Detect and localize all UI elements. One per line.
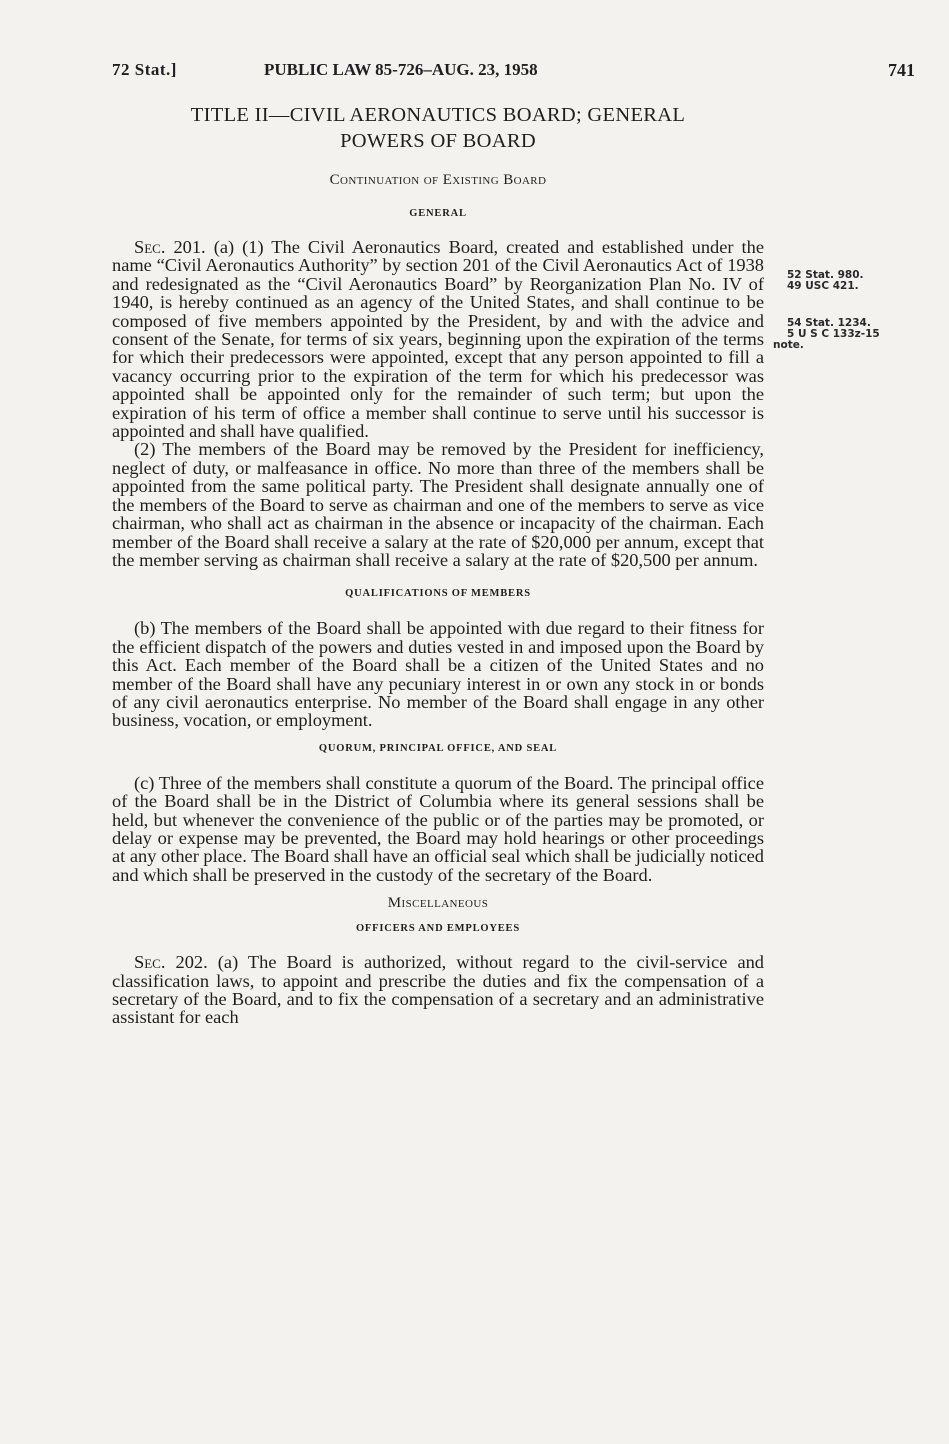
margin-note-citation-1: [787, 270, 864, 292]
section-heading-general: GENERAL: [409, 208, 467, 219]
margin-note-line: note.: [773, 339, 804, 351]
margin-note-citation-2: [773, 317, 880, 351]
body-column: [112, 102, 764, 1027]
section-heading-officers: OFFICERS AND EMPLOYEES: [355, 923, 521, 935]
section-marker: Sec: [134, 952, 161, 973]
section-heading-quorum: QUORUM, PRINCIPAL OFFICE, AND SEAL: [318, 742, 558, 754]
title-heading-line1: TITLE II—CIVIL AERONAUTICS BOARD; GENERAL: [190, 104, 686, 126]
public-law-citation: PUBLIC LAW 85-726–AUG. 23, 1958: [264, 60, 538, 79]
paragraph-sec201-a2: (2) The members of the Board may be removed by the President for inefficiency, neglect of duty, or malfeasance in office. No more than three of the members shall be appointed from the same political party. The President shall designate annually one of the members of the Board to serve as chairman and one of the members to serve as vice chairman, who shall act as chairman in the absence or incapacity of the chairman. Each member of the Board shall receive a salary at the rate of $20,000 per annum, except that the member serving as chairman shall receive a salary at the rate of $20,500 per annum.: [112, 439, 764, 570]
section-heading-qualifications: QUALIFICATIONS OF MEMBERS: [345, 588, 531, 600]
page-number: 741: [888, 60, 915, 80]
section-marker: Sec: [134, 237, 161, 257]
running-head: [112, 60, 915, 84]
paragraph-sec201-b: (b) The members of the Board shall be appointed with due regard to their fitness for the efficient dispatch of the powers and duties vested in and imposed upon the Board by this Act. Each member of the Board shall be a citizen of the United States and no member of the Board shall have any pecuniary interest in or own any stock in or bonds of any civil aeronautics enterprise. No member of the Board shall engage in any other business, vocation, or employment.: [112, 618, 764, 731]
statute-volume: 72 Stat.]: [112, 60, 177, 79]
margin-note-line: 49 USC 421.: [787, 280, 859, 292]
title-heading-line2: POWERS OF BOARD: [340, 130, 536, 152]
paragraph-sec202-a: [112, 953, 764, 1027]
paragraph-text: . 202. (a) The Board is authorized, without regard to the civil-service and classification laws, to appoint and prescribe the duties and fix the compensation of a secretary of the Board, and to fix the compensation of a secretary and an administrative assistant for each: [112, 952, 764, 1028]
miscellaneous-heading: Miscellaneous: [387, 895, 489, 912]
margin-note-line: 54 Stat. 1234.: [787, 317, 871, 329]
paragraph-sec201-a1: [112, 238, 764, 440]
margin-note-line: 5 U S C 133z-15: [787, 328, 880, 340]
paragraph-text: . 201. (a) (1) The Civil Aeronautics Board, created and established under the name “Civil Aeronautics Authority” by section 201 of the Civil Aeronautics Act of 1938 and redesignated as the “Civil Aeronautics Board” by Reorganization Plan No. IV of 1940, is hereby continued as an agency of the United States, and shall continue to be composed of five members appointed by the President, by and with the advice and consent of the Senate, for terms of six years, beginning upon the expiration of the terms for which their predecessors were appointed, except that any person appointed to fill a vacancy occurring prior to the expiration of the term for which his predecessor was appointed shall be appointed only for the remainder of such term; but upon the expiration of his term of office a member shall continue to serve until his successor is appointed and shall have qualified.: [112, 237, 764, 442]
subtitle-heading: Continuation of Existing Board: [329, 172, 547, 188]
margin-note-line: 52 Stat. 980.: [787, 269, 864, 281]
paragraph-sec201-c: (c) Three of the members shall constitute a quorum of the Board. The principal office of the Board shall be in the District of Columbia where its general sessions shall be held, but whenever the convenience of the public or of the parties may be promoted, or delay or expense may be prevented, the Board may hold hearings or other proceedings at any other place. The Board shall have an official seal which shall be judicially noticed and which shall be preserved in the custody of the secretary of the Board.: [112, 772, 764, 885]
